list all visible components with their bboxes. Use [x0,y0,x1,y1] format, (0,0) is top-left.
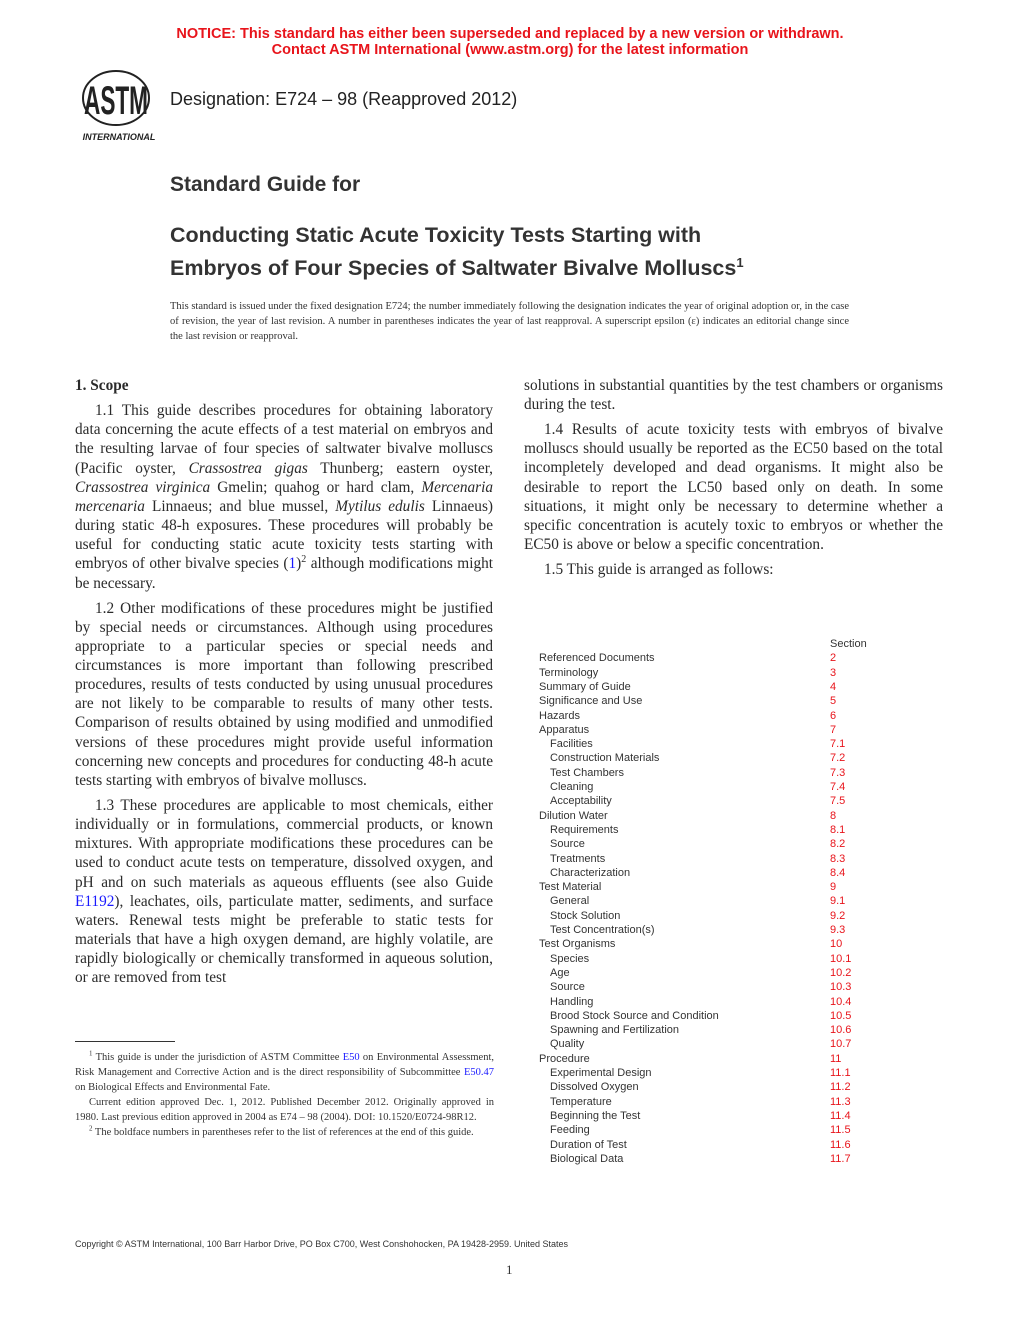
toc-section-link[interactable]: 8.4 [830,866,846,879]
toc-section-link[interactable]: 5 [830,695,837,708]
standard-guide-for: Standard Guide for [170,173,361,196]
toc-section-link[interactable]: 11.3 [830,1095,851,1108]
toc-row [539,652,879,666]
toc-section-link[interactable]: 8.1 [830,823,846,836]
toc-label: Test Organisms [539,938,616,951]
text-run: on Environmental Assessment, Risk Management and Corrective Action and is the direct responsibility of Subcommittee [75,1052,495,1078]
section-heading [75,376,493,395]
toc-label: General [550,895,590,908]
toc-section-link[interactable]: 9.1 [830,895,846,908]
toc-label: Source [550,981,585,994]
toc-label: Biological Data [550,1152,624,1165]
text-run: ), leachates, oils, particulate matter, sediments, and surface waters. Renewal tests might be preferable to static tests for materials that have a high oxygen demand, are highly volatile, are rapidly biologically or chemically transformed in aqueous solution, or are removed from test [75,892,493,987]
toc-label: Requirements [550,823,619,836]
toc-row [539,681,879,695]
toc-label: Characterization [550,866,631,879]
toc-row [539,1139,879,1153]
toc-section-link[interactable]: 6 [830,709,837,722]
footnote-ref: 2 [301,554,307,566]
toc-row [539,724,879,738]
toc-section-link[interactable]: 10.2 [830,966,852,979]
species-name: Crassostrea virginica [75,478,211,496]
text-run: 1.5 This guide is arranged as follows: [544,561,774,578]
text-run: Linnaeus) during static 48-h exposures. These procedures will probably be useful for conducting static acute toxicity tests starting with embryos of other bivalve species ( [75,497,494,573]
toc-section-link[interactable]: 8.2 [830,838,846,851]
toc-row [539,981,879,995]
toc-row [539,1096,879,1110]
species-name: Crassostrea gigas [188,459,308,477]
toc-label: Construction Materials [550,752,660,765]
toc-label: Feeding [550,1124,590,1137]
toc-label: Dissolved Oxygen [550,1081,639,1094]
footnotes [75,1050,494,1140]
toc-label: Test Chambers [550,766,624,779]
right-column [524,376,943,585]
toc-section-link[interactable]: 10 [830,938,843,951]
footnote-ref: 2 [89,1124,93,1133]
text-run: 1.3 These procedures are applicable to most chemicals, either individually or in formulations, commercial products, or known mixtures. With appropriate modifications these procedures can be used to conduct acute tests on temperature, dissolved oxygen, and pH and on such materials as aqueous effluents (see also Guide [75,796,493,891]
paragraph [75,599,493,791]
text-run: Gmelin; quahog or hard clam, [210,478,422,496]
toc-section-link[interactable]: 11 [830,1052,842,1065]
toc-section-link[interactable]: 10.7 [830,1038,852,1051]
toc-section-link[interactable]: 9 [830,881,837,894]
toc-row [539,795,879,809]
toc-section-link[interactable]: 7.1 [830,738,846,751]
species-name: Mytilus edulis [335,497,425,515]
text-run: The boldface numbers in parentheses refer to the list of references at the end of this guide. [92,1127,474,1138]
toc-section-link[interactable]: 2 [830,652,837,665]
toc-row [539,1010,879,1024]
document-title [170,222,744,282]
text-run: Thunberg; eastern oyster, [307,459,493,477]
toc-row [539,1024,879,1038]
toc-row [539,910,879,924]
toc-label: Dilution Water [539,809,608,822]
paragraph [524,420,943,554]
toc-section-link[interactable]: 9.2 [830,909,846,922]
title-line-1: Conducting Static Acute Toxicity Tests Starting with [170,223,702,247]
text-run: Linnaeus; and blue mussel, [144,497,336,515]
toc-row [539,1053,879,1067]
text-run: solutions in substantial quantities by the test chambers or organisms during the test. [524,377,943,414]
toc-label: Spawning and Fertilization [550,1024,680,1037]
paragraph [524,560,943,579]
toc-label: Source [550,838,585,851]
toc-label: Species [550,952,590,965]
toc-label: Duration of Test [550,1138,627,1151]
toc-section-link[interactable]: 10.5 [830,1009,852,1022]
svg-text:INTERNATIONAL: INTERNATIONAL [82,132,156,142]
toc-label: Beginning the Test [550,1109,641,1122]
toc-section-link[interactable]: 7.4 [830,781,846,793]
toc-label: Procedure [539,1052,590,1065]
toc-label: Quality [550,1038,585,1051]
toc-section-link[interactable]: 10.3 [830,981,852,994]
toc-section-link[interactable]: 8 [830,809,837,822]
text-run: ) [296,555,302,573]
toc-row [539,967,879,981]
toc-section-link[interactable]: 11.2 [830,1081,851,1094]
toc-section-link[interactable]: 11.1 [830,1067,851,1079]
toc-label: Facilities [550,738,593,751]
toc-row [539,881,879,895]
toc-row [539,924,879,938]
toc-row [539,824,879,838]
toc-row [539,953,879,967]
toc-label: Stock Solution [550,909,621,922]
toc-row [539,1110,879,1124]
toc-section-link[interactable]: 3 [830,666,837,679]
toc-row [539,767,879,781]
toc-label: Apparatus [539,723,590,736]
toc-row [539,1124,879,1138]
species-name: Mercenaria mercenaria [75,478,493,515]
toc-row [539,781,879,795]
toc-row [539,838,879,852]
toc-section-link[interactable]: 8.3 [830,852,846,865]
notice-line-2: Contact ASTM International (www.astm.org) for the latest information [271,42,749,58]
toc-row [539,667,879,681]
toc-label: Referenced Documents [539,652,655,665]
toc-row [539,1081,879,1095]
page-number: 1 [506,1262,513,1277]
toc-section-link[interactable]: 9.3 [830,924,846,936]
toc-label: Handling [550,995,594,1008]
text-run: 1.1 This guide describes procedures for obtaining laboratory data concerning the acute effects of a test material on embryos and the resulting larvae of four species of saltwater bivalve molluscs (Pacific oyster, [75,402,493,477]
toc-row [539,938,879,952]
toc-section-link[interactable]: 10.6 [830,1024,852,1037]
toc-section-link[interactable]: 10.4 [830,995,852,1008]
toc-section-link[interactable]: 7.5 [830,795,846,808]
paragraph [75,796,493,988]
footnote-divider [75,1041,175,1042]
toc-label: Test Concentration(s) [550,924,655,936]
toc-section-link[interactable]: 11.4 [830,1109,851,1122]
toc-label: Summary of Guide [539,680,631,693]
text-run: Current edition approved Dec. 1, 2012. Published December 2012. Originally approved in 1980. Last previous edition approved in 2004 as E74 – 98 (2004). DOI: 10.1520/E0724-98R12. [75,1097,494,1123]
toc-label: Treatments [550,852,606,865]
astm-logo [76,68,160,144]
reference-link[interactable]: E1192 [75,892,115,910]
toc-section-link[interactable]: 10.1 [830,952,852,965]
toc-row [539,1038,879,1052]
designation: Designation: E724 – 98 (Reapproved 2012) [170,89,518,109]
toc-section-link[interactable]: 11.6 [830,1138,851,1151]
paragraph [524,376,943,414]
reference-link[interactable]: E50.47 [463,1067,494,1078]
notice-line-1: NOTICE: This standard has either been superseded and replaced by a new version or withdrawn. [176,26,844,42]
toc-label: Temperature [550,1095,612,1108]
text-run: This guide is under the jurisdiction of ASTM Committee [92,1052,343,1063]
footnote [75,1095,494,1125]
toc-row [539,752,879,766]
svg-text:ASTM: ASTM [84,79,148,123]
toc-section-link[interactable]: 11.7 [830,1152,851,1165]
toc-row [539,695,879,709]
footnote-ref: 1 [89,1049,93,1058]
toc-row [539,996,879,1010]
text-run: on Biological Effects and Environmental Fate. [75,1082,271,1093]
title-line-2: Embryos of Four Species of Saltwater Bivalve Molluscs [170,256,737,281]
reference-link[interactable]: E50 [342,1052,360,1063]
toc-section-link[interactable]: 7.2 [830,752,846,765]
toc-section-link[interactable]: 4 [830,680,837,693]
toc-section-link[interactable]: 7 [830,723,837,736]
reference-link[interactable]: 1 [288,555,297,573]
toc-label: Hazards [539,709,580,722]
title-footnote-ref[interactable]: 1 [736,255,744,270]
text-run: 1.4 Results of acute toxicity tests with embryos of bivalve molluscs should usually be reported as the EC50 based on the total incompletely developed and dead organisms. It might also be desirable to report the LC50 based only on death. In some situations, it might only be necessary to determine whether a specific concentration is acutely toxic to embryos or whether the EC50 is above or below a specific concentration. [524,421,943,554]
toc-row [539,710,879,724]
text-run: 1.2 Other modifications of these procedures might be justified by special needs or circumstances. Although using procedures appropriate to a particular species or special needs and circumstances is more important than following prescribed procedures, results of tests conducted by using unusual procedures are not likely to be comparable to results of many other tests. Comparison of results obtained by using modified and unmodified versions of these procedures might provide useful information concerning new concepts and procedures for conducting 48-h acute tests starting with embryos of bivalve molluscs. [75,599,493,789]
toc-section-header: Section [830,638,867,650]
withdrawn-notice [0,26,1020,58]
toc-row [539,853,879,867]
text-run: although modifications might be necessary. [75,555,493,592]
toc-row [539,810,879,824]
toc-label: Brood Stock Source and Condition [550,1009,719,1022]
toc-row [539,867,879,881]
toc-label: Significance and Use [539,695,643,708]
left-column [75,376,493,993]
toc-row [539,1067,879,1081]
text-run: 1. Scope [75,377,129,394]
issuance-note: This standard is issued under the fixed designation E724; the number immediately following the designation indicates the year of original adoption or, in the case of revision, the year of last revision. A number in parentheses indicates the year of last reapproval. A superscript epsilon (ε) indicates an editorial change since the last revision or reapproval. [170,301,849,342]
toc-row [539,895,879,909]
toc-label: Terminology [539,666,599,679]
toc-label: Experimental Design [550,1067,652,1079]
toc-label: Age [550,966,570,979]
paragraph [75,401,493,593]
toc-label: Acceptability [550,795,612,808]
toc-section-link[interactable]: 11.5 [830,1124,851,1137]
toc-label: Test Material [539,881,602,894]
toc-row [539,738,879,752]
toc-row [539,1153,879,1167]
footnote [75,1050,494,1095]
footnote [75,1125,494,1140]
copyright: Copyright © ASTM International, 100 Barr Harbor Drive, PO Box C700, West Conshohocken, PA 19428-2959. United States [75,1239,569,1249]
toc-section-link[interactable]: 7.3 [830,766,846,779]
toc-label: Cleaning [550,781,594,793]
